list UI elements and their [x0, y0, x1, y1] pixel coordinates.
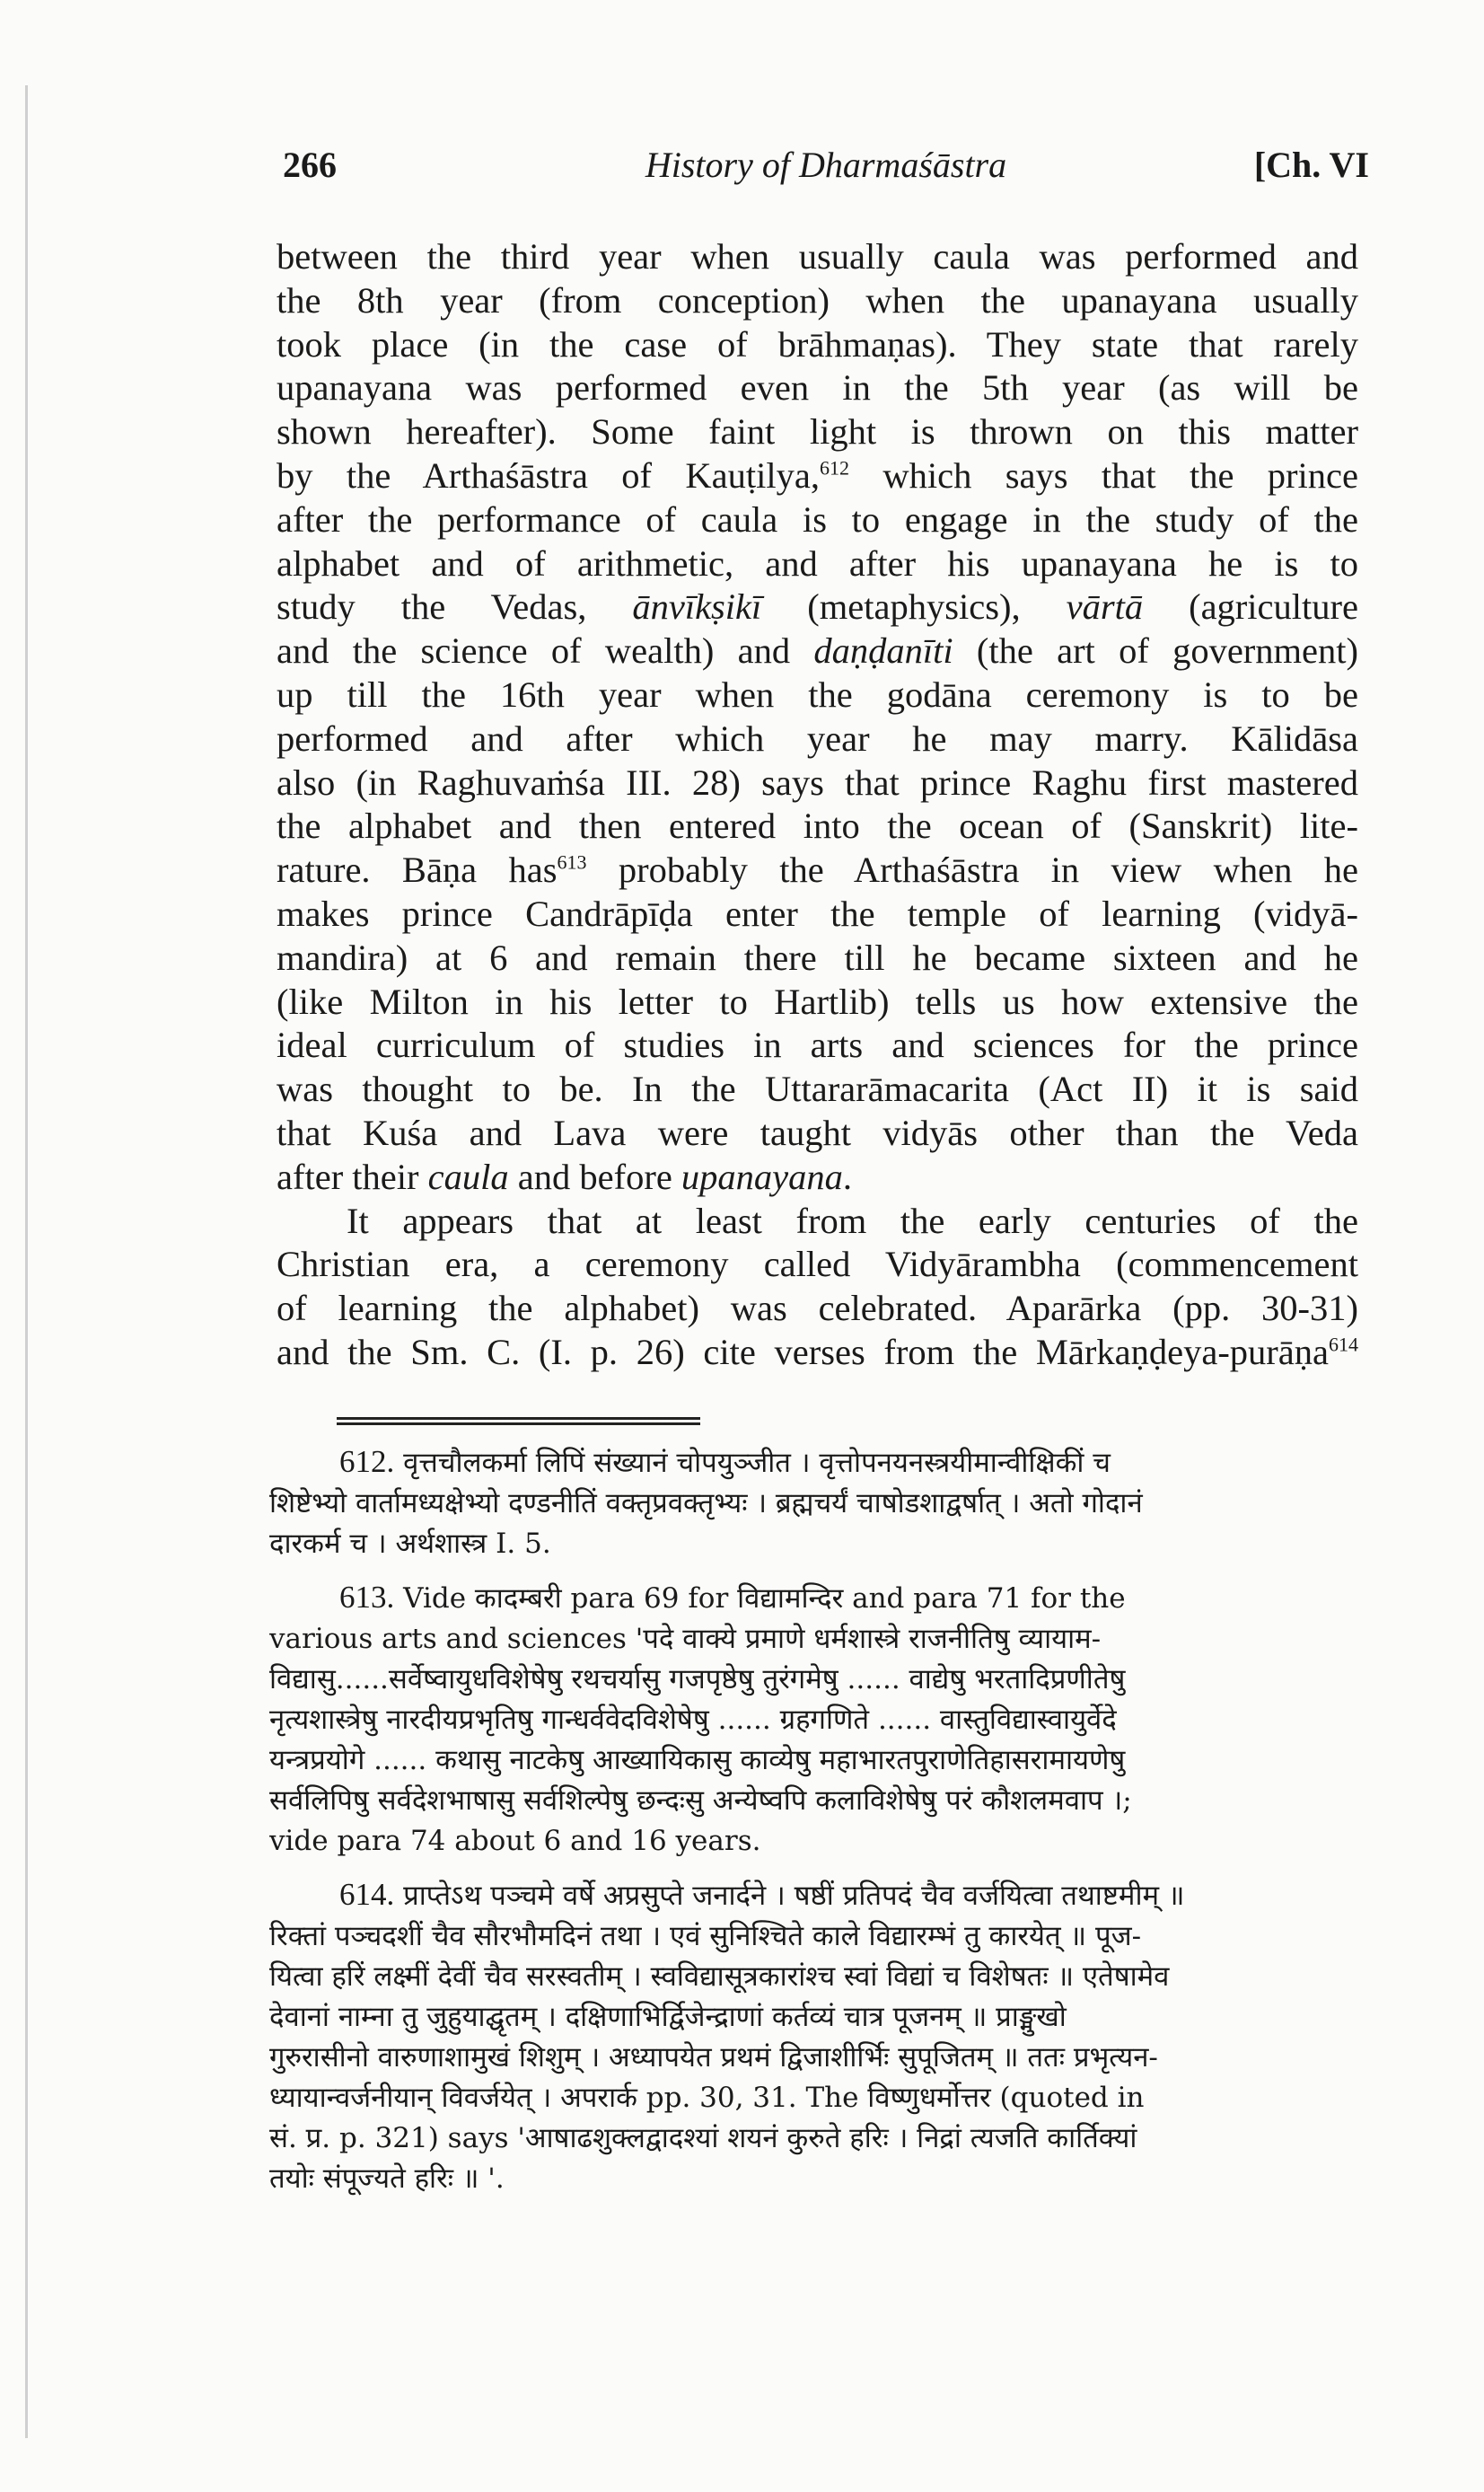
- paragraph-vidyarambha: [277, 1200, 1358, 1375]
- text-run: which says that the prince: [849, 454, 1358, 496]
- text-run: study the Vedas,: [277, 586, 633, 628]
- footnote-line: सं. प्र. p. 321) says 'आषाढशुक्लद्वादश्यां शयनं कुरुते हरिः । निद्रां त्यजति कार्तिक्यां: [269, 2122, 1137, 2154]
- footnote-line: vide para 74 about 6 and 16 years.: [269, 1825, 761, 1857]
- footnote-line: शिष्टेभ्यो वार्तामध्यक्षेभ्यो दण्डनीतिं वक्तृप्रवक्तृभ्यः । ब्रह्मचर्यं चाषोडशाद्वर्षात् । अतो गोदानं: [269, 1487, 1143, 1519]
- footnote-separator-lower: [337, 1422, 700, 1425]
- footnote-line: सर्वलिपिषु सर्वदेशभाषासु सर्वशिल्पेषु छन्दःसु अन्येष्वपि कलाविशेषेषु परं कौशलमवाप ।;: [269, 1784, 1132, 1817]
- running-header: [283, 144, 1369, 198]
- text-line: [277, 849, 1358, 893]
- main-text: [277, 235, 1358, 1375]
- text-line: up till the 16th year when the godāna ceremony is to be: [277, 674, 1358, 715]
- footnote-line: विद्यासु......सर्वेष्वायुधविशेषेषु रथचर्यासु गजपृष्ठेषु तुरंगमेषु ...... वाद्येषु भरतादिप्रणीतेषु: [269, 1663, 1126, 1695]
- text-run: and the science of wealth) and: [277, 630, 814, 672]
- text-line: It appears that at least from the early centuries of the: [347, 1200, 1358, 1241]
- text-line: that Kuśa and Lava were taught vidyās other than the Veda: [277, 1112, 1358, 1153]
- footnote-line: गुरुरासीनो वारुणाशामुखं शिशुम् । अध्यापयेत प्रथमं द्विजाशीर्भिः सुपूजितम् ॥ ततः प्रभृत्यन-: [269, 2041, 1158, 2074]
- footnote-line: दारकर्म च । अर्थशास्त्र I. 5.: [269, 1528, 551, 1560]
- footnote-line: [269, 1441, 1358, 1484]
- footnote-line: various arts and sciences 'पदे वाक्ये प्रमाणे धर्मशास्त्रे राजनीतिषु व्यायाम-: [269, 1623, 1102, 1655]
- footnote-text: प्राप्तेऽथ पञ्चमे वर्षे अप्रसुप्ते जनार्दने । षष्ठीं प्रतिपदं चैव वर्जयित्वा तथाष्टमीम् ॥: [403, 1880, 1185, 1912]
- page-number: 266: [283, 145, 337, 185]
- italic-term: ānvīkṣikī: [632, 586, 762, 628]
- italic-term: vārtā: [1066, 586, 1144, 628]
- text-line: upanayana was performed even in the 5th year (as will be: [277, 367, 1358, 409]
- text-line: Christian era, a ceremony called Vidyārambha (commencement: [277, 1244, 1358, 1285]
- footnote-number: 612.: [339, 1444, 395, 1479]
- italic-term: upanayana: [681, 1156, 843, 1197]
- text-run: and before: [508, 1156, 681, 1197]
- footnote-line: रिक्तां पञ्चदशीं चैव सौरभौमदिनं तथा । एवं सुनिश्चिते काले विद्यारम्भं तु कारयेत् ॥ पूज-: [269, 1920, 1142, 1952]
- text-line: shown hereafter). Some faint light is thrown on this matter: [277, 411, 1358, 453]
- footnote-line: ध्यायान्वर्जनीयान् विवर्जयेत् । अपरार्क pp. 30, 31. The विष्णुधर्मोत्तर (quoted in: [269, 2082, 1145, 2114]
- text-run: (agriculture: [1143, 586, 1358, 628]
- text-line: performed and after which year he may marry. Kālidāsa: [277, 718, 1358, 759]
- footnotes: [269, 1441, 1358, 2212]
- text-run: by the Arthaśāstra of Kauṭilya,: [277, 454, 820, 496]
- footnote-614: [269, 1874, 1358, 2199]
- text-line: the 8th year (from conception) when the upanayana usually: [277, 279, 1358, 321]
- text-run: probably the Arthaśāstra in view when he: [586, 850, 1358, 891]
- text-line: also (in Raghuvaṁśa III. 28) says that prince Raghu first mastered: [277, 762, 1358, 803]
- text-run: and the Sm. C. (I. p. 26) cite verses from the Mārkaṇḍeya-purāṇa: [277, 1331, 1329, 1372]
- text-line: [277, 1156, 1358, 1200]
- footnote-line: नृत्यशास्त्रेषु नारदीयप्रभृतिषु गान्धर्ववेदविशेषेषु ...... ग्रहगणिते ...... वास्तुविद्यास्वायुर्वेदे: [269, 1704, 1117, 1736]
- text-line: makes prince Candrāpīḍa enter the temple of learning (vidyā-: [277, 893, 1358, 934]
- scan-margin-line: [25, 85, 28, 2438]
- running-title: History of Dharmaśāstra: [645, 145, 1007, 185]
- text-line: the alphabet and then entered into the ocean of (Sanskrit) lite-: [277, 806, 1358, 847]
- footnote-separator: [337, 1417, 700, 1420]
- footnote-ref: 612: [820, 456, 849, 480]
- footnote-number: 614.: [339, 1877, 395, 1912]
- text-line: mandira) at 6 and remain there till he became sixteen and he: [277, 937, 1358, 978]
- text-line: of learning the alphabet) was celebrated. Aparārka (pp. 30-31): [277, 1288, 1358, 1329]
- footnote-line: [269, 1874, 1358, 1916]
- text-run: after their: [277, 1156, 428, 1197]
- text-line: [277, 630, 1358, 674]
- footnote-612: [269, 1441, 1358, 1564]
- footnote-text: वृत्तचौलकर्मा लिपिं संख्यानं चोपयुञ्जीत । वृत्तोपनयनस्त्रयीमान्वीक्षिकीं च: [403, 1447, 1111, 1479]
- footnote-line: यन्त्रप्रयोगे ...... कथासु नाटकेषु आख्यायिकासु काव्येषु महाभारतपुराणेतिहासरामायणेषु: [269, 1744, 1126, 1776]
- text-run: .: [842, 1156, 853, 1197]
- text-line: took place (in the case of brāhmaṇas). They state that rarely: [277, 323, 1358, 365]
- text-run: rature. Bāṇa has: [277, 850, 558, 891]
- footnote-613: [269, 1577, 1358, 1862]
- footnote-line: देवानां नाम्ना तु जुहुयाद्घृतम् । दक्षिणाभिर्द्विजेन्द्राणां कर्तव्यं चात्र पूजनम् ॥ प्राङ्मुखो: [269, 2001, 1067, 2033]
- text-line: ideal curriculum of studies in arts and sciences for the prince: [277, 1025, 1358, 1066]
- footnote-number: 613.: [339, 1580, 395, 1615]
- text-run: (metaphysics),: [761, 586, 1067, 628]
- text-line: [277, 454, 1358, 498]
- italic-term: caula: [427, 1156, 509, 1197]
- text-line: (like Milton in his letter to Hartlib) tells us how extensive the: [277, 981, 1358, 1022]
- text-line: [277, 1331, 1358, 1375]
- footnote-line: [269, 1577, 1358, 1619]
- italic-term: daṇḍanīti: [813, 630, 953, 672]
- text-line: between the third year when usually caula was performed and: [277, 236, 1358, 277]
- text-line: after the performance of caula is to engage in the study of the: [277, 498, 1358, 540]
- footnote-line: तयोः संपूज्यते हरिः ॥ '.: [269, 2162, 505, 2195]
- footnote-text: Vide कादम्बरी para 69 for विद्यामन्दिर and para 71 for the: [403, 1582, 1126, 1615]
- text-line: [277, 586, 1358, 630]
- footnote-ref: 614: [1329, 1333, 1358, 1356]
- chapter-label: [Ch. VI: [1253, 145, 1369, 185]
- paragraph-continued: [277, 235, 1358, 1200]
- text-line: alphabet and of arithmetic, and after his upanayana he is to: [277, 542, 1358, 584]
- footnote-ref: 613: [557, 850, 587, 874]
- text-line: was thought to be. In the Uttararāmacarita (Act II) it is said: [277, 1069, 1358, 1110]
- text-run: (the art of government): [953, 630, 1358, 672]
- footnote-line: यित्वा हरिं लक्ष्मीं देवीं चैव सरस्वतीम् । स्वविद्यासूत्रकारांश्च स्वां विद्यां च विशेषतः ॥ एतेषामेव: [269, 1960, 1170, 1993]
